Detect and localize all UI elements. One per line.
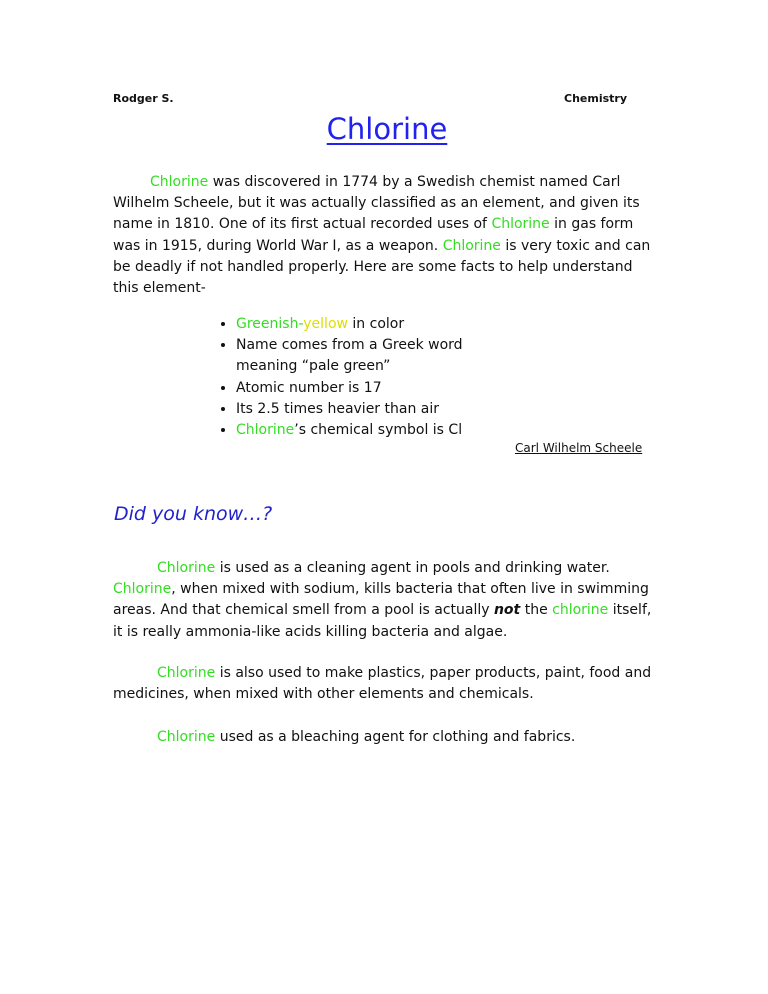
paragraph-text: used as a bleaching agent for clothing and fabrics. [215, 729, 576, 745]
intro-text: was discovered in 1774 by a Swedish chemist named Carl Wilhelm Scheele, but it was actually classified as an element, and given its name in 1810. One of its first actual recorded uses of [113, 174, 640, 233]
greenish-highlight: Greenish- [236, 316, 304, 332]
chlorine-highlight: Chlorine [113, 581, 172, 598]
fact-text: in color [347, 316, 405, 332]
chlorine-highlight: Chlorine [157, 665, 216, 681]
fact-item-name: • Name comes from a Greek word meaning “pale green” [236, 335, 496, 377]
emphasis-not: not [493, 602, 521, 619]
intro-paragraph [113, 172, 653, 299]
chlorine-highlight: Chlorine [157, 560, 216, 576]
image-caption: Carl Wilhelm Scheele [515, 441, 643, 455]
chlorine-highlight: Chlorine [150, 174, 209, 190]
section-heading: Did you know…? [114, 503, 273, 525]
paragraph-text: , when mixed with sodium, kills bacteria that often live in swimming areas. And that chemical smell from a pool is actually [113, 581, 649, 619]
author-name: Rodger S. [113, 92, 174, 105]
paragraph-bleaching [113, 727, 653, 748]
yellow-highlight: yellow [303, 316, 348, 332]
intro-text: in gas form was in 1915, during World War I, as a weapon. [113, 216, 634, 254]
fact-text: ’s chemical symbol is Cl [294, 422, 463, 439]
paragraph-uses [113, 663, 653, 705]
chlorine-highlight: chlorine [552, 602, 609, 619]
paragraph-text: is used as a cleaning agent in pools and drinking water. [215, 560, 610, 576]
fact-item-color [236, 314, 496, 335]
chlorine-highlight: Chlorine [442, 237, 501, 254]
paragraph-cleaning [113, 558, 653, 643]
subject-label: Chemistry [564, 92, 627, 105]
chlorine-highlight: Chlorine [491, 216, 550, 233]
facts-list [216, 314, 496, 441]
paragraph-text: the [520, 602, 553, 619]
paragraph-text: itself, it is really ammonia-like acids killing bacteria and algae. [113, 602, 652, 640]
paragraph-text: is also used to make plastics, paper products, paint, food and medicines, when mixed with other elements and chemicals. [113, 665, 652, 703]
page-title: Chlorine [326, 112, 448, 146]
fact-item-atomic-number: • Atomic number is 17 [236, 378, 496, 399]
chlorine-highlight: Chlorine [157, 729, 216, 745]
fact-item-symbol [236, 420, 496, 441]
fact-item-weight: • Its 2.5 times heavier than air [236, 399, 496, 420]
chlorine-highlight: Chlorine [236, 422, 295, 439]
intro-text: is very toxic and can be deadly if not handled properly. Here are some facts to help understand this element- [113, 237, 651, 297]
